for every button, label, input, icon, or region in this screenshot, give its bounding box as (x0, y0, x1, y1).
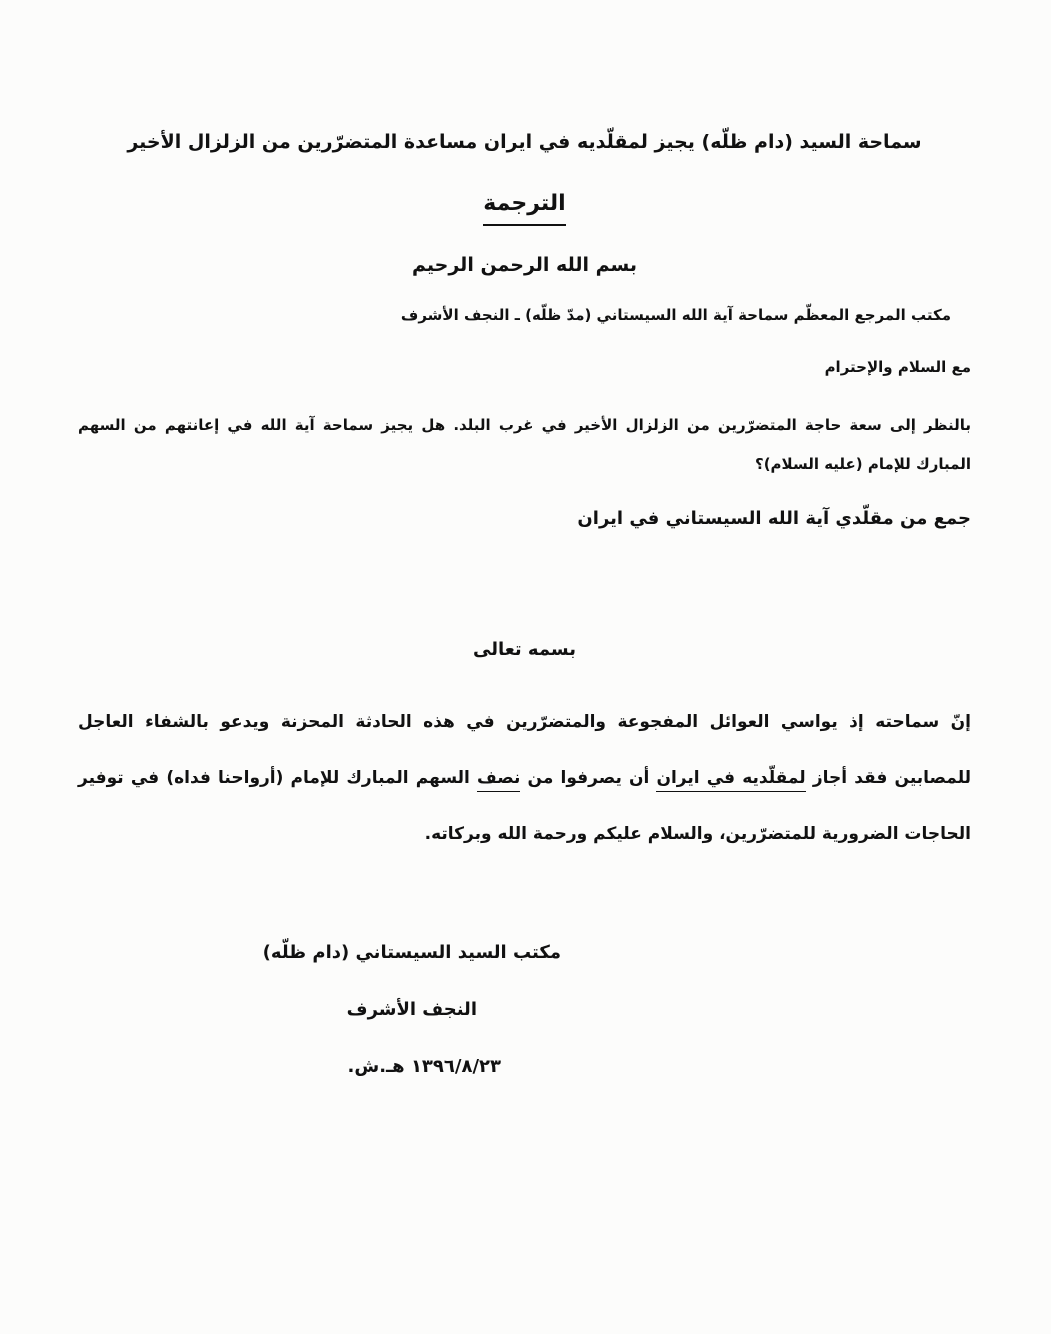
underlined-text: نصف (477, 768, 520, 792)
signature-city: النجف الأشرف (346, 998, 477, 1020)
document-title: سماحة السيد (دام ظلّه) يجيز لمقلّديه في ايران مساعدة المتضرّرين من الزلزال الأخير (127, 131, 922, 153)
answer-text: السهم المبارك للإمام (أرواحنا فداه) في (130, 767, 477, 788)
question-line-1: بالنظر إلى سعة حاجة المتضرّرين من الزلزال الأخير في غرب البلد. هل يجيز سماحة آية الله في إعانتهم من السهم (78, 415, 971, 434)
answer-text: أن يصرفوا من (520, 767, 657, 788)
question-line-2: المبارك للإمام (عليه السلام)؟ (755, 454, 971, 473)
question-sender: جمع من مقلّدي آية الله السيستاني في ايران (577, 507, 971, 529)
translation-heading-text: الترجمة (483, 191, 565, 226)
answer-line-3: توفير الحاجات الضرورية للمتضرّرين، والسلام عليكم ورحمة الله وبركاته. (78, 767, 971, 844)
answer-text: للمصابين فقد أجاز (805, 767, 972, 788)
question-body (78, 406, 971, 484)
answer-heading: بسمه تعالى (473, 638, 576, 660)
addressee: مكتب المرجع المعظّم سماحة آية الله السيستاني (مدّ ظلّه) ـ النجف الأشرف (400, 305, 951, 324)
signature-date: ١٣٩٦/٨/٢٣ هـ.ش. (347, 1055, 501, 1077)
answer-body (78, 694, 971, 862)
greeting: مع السلام والإحترام (824, 357, 971, 376)
signature-office: مكتب السيد السيستاني (دام ظلّه) (262, 941, 561, 963)
underlined-text: لمقلّديه في ايران (656, 768, 805, 792)
answer-line-1: إنّ سماحته إذ يواسي العوائل المفجوعة والمتضرّرين في هذه الحادثة المحزنة ويدعو بالشفاء العاجل (78, 711, 971, 732)
signature-block (78, 942, 971, 1077)
basmala: بسم الله الرحمن الرحيم (412, 253, 637, 276)
translation-heading (78, 191, 971, 216)
